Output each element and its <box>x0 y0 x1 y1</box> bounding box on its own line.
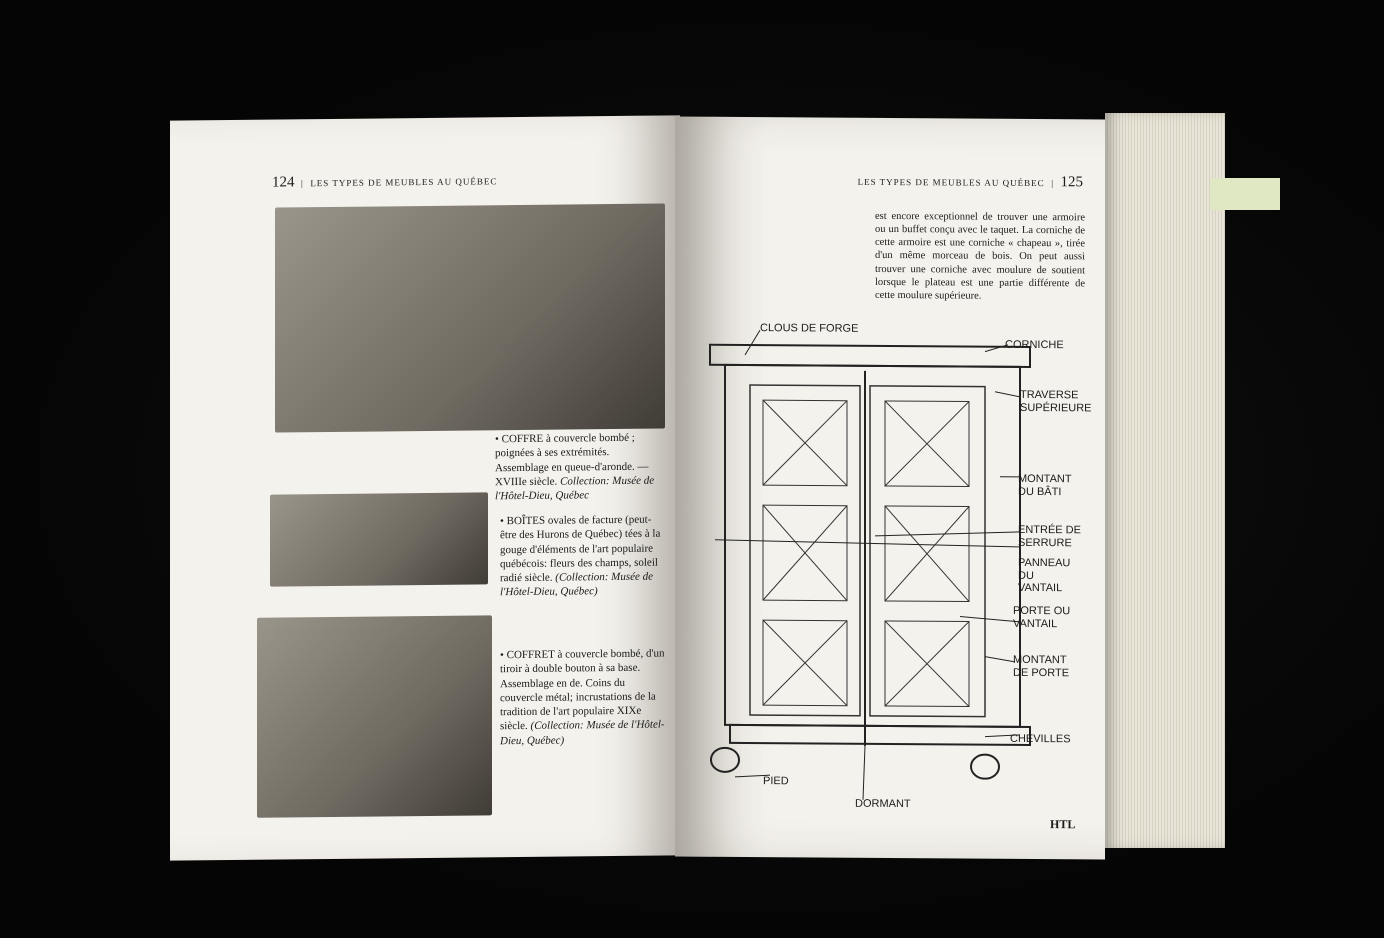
page-edges <box>1105 113 1225 848</box>
caption-title: COFFRE <box>501 432 544 446</box>
right-page <box>675 116 1105 859</box>
label-montant-de-porte: MONTANT DE PORTE <box>1013 653 1070 679</box>
caption-title: COFFRET <box>506 648 555 662</box>
left-running-title: LES TYPES DE MEUBLES AU QUÉBEC <box>310 176 498 189</box>
label-porte-ou-vantail: PORTE OU VANTAIL <box>1013 604 1071 630</box>
caption-text: à couvercle bombé, d'un tiroir à double bouton à sa base. Assemblage en de. Coins du couvercle métal; incrustations de la tradition de l'art populaire XIXe siècle. <box>500 647 665 733</box>
boites-photo <box>270 492 488 586</box>
right-running-head: LES TYPES DE MEUBLES AU QUÉBEC | 125 <box>857 174 1083 191</box>
label-dormant: DORMANT <box>855 797 911 811</box>
label-pied: PIED <box>763 775 789 788</box>
caption-collection: (Collection: Musée de l'Hôtel-Dieu, Québec) <box>500 570 654 599</box>
coffret-photo <box>257 615 492 817</box>
right-running-title: LES TYPES DE MEUBLES AU QUÉBEC <box>857 176 1045 189</box>
caption-collection: (Collection: Musée de l'Hôtel-Dieu, Québec) <box>500 718 665 747</box>
label-panneau-du-vantail: PANNEAU DU VANTAIL <box>1018 556 1071 595</box>
bookmark-ribbon <box>1210 178 1280 210</box>
coffre-photo <box>275 203 665 432</box>
caption-coffret: • COFFRET à couvercle bombé, d'un tiroir à double bouton à sa base. Assemblage en de. Coins du couvercle métal; incrustations de la tradition de l'art populaire XIXe siècle. (Collection: Musée de l'Hôtel-Dieu, Québec) <box>500 647 665 747</box>
caption-text: ovales de facture (peut-être des Hurons de Québec) tées à la gouge d'éléments de l'art populaire québécois: fleurs des champs, soleil radié siècle. <box>500 513 661 585</box>
label-corniche: CORNICHE <box>1005 338 1064 352</box>
left-page <box>170 115 680 860</box>
publisher-logo: HTL <box>1050 817 1076 832</box>
caption-title: BOÎTES <box>506 514 546 528</box>
caption-coffre: • COFFRE à couvercle bombé ; poignées à ses extrémités. Assemblage en queue-d'aronde. — XVIIIe siècle. Collection: Musée de l'Hôtel-Dieu, Québec <box>495 431 655 503</box>
caption-collection: Collection: Musée de l'Hôtel-Dieu, Québec <box>495 474 655 503</box>
open-book <box>170 118 1230 858</box>
caption-text: à couvercle bombé ; poignées à ses extrémités. Assemblage en queue-d'aronde. — XVIIIe siècle. <box>495 431 649 489</box>
right-body-text: est encore exceptionnel de trouver une armoire ou un buffet conçu avec le taquet. La corniche de cette armoire est une corniche « chapeau », tirée d'un même morceau de bois. On peut aussi trouver une corniche avec moulure de soutient lorsque le plateau est une partie différente de cette moulure supérieure. <box>875 210 1085 302</box>
label-entree-de-serrure: ENTRÉE DE SERRURE <box>1018 523 1081 549</box>
label-montant-du-bati: MONTANT DU BÂTI <box>1018 472 1072 498</box>
left-page-number: 124 <box>272 174 295 191</box>
caption-boites: • BOÎTES ovales de facture (peut-être des Hurons de Québec) tées à la gouge d'éléments de l'art populaire québécois: fleurs des champs, soleil radié siècle. (Collection: Musée de l'Hôtel-Dieu, Québec) <box>500 513 661 599</box>
right-page-number: 125 <box>1060 174 1083 191</box>
left-running-head: 124 | LES TYPES DE MEUBLES AU QUÉBEC <box>272 174 498 191</box>
label-chevilles: CHEVILLES <box>1010 732 1071 746</box>
label-clous-de-forge: CLOUS DE FORGE <box>760 322 859 335</box>
label-traverse-superieure: TRAVERSE SUPÉRIEURE <box>1020 388 1092 415</box>
